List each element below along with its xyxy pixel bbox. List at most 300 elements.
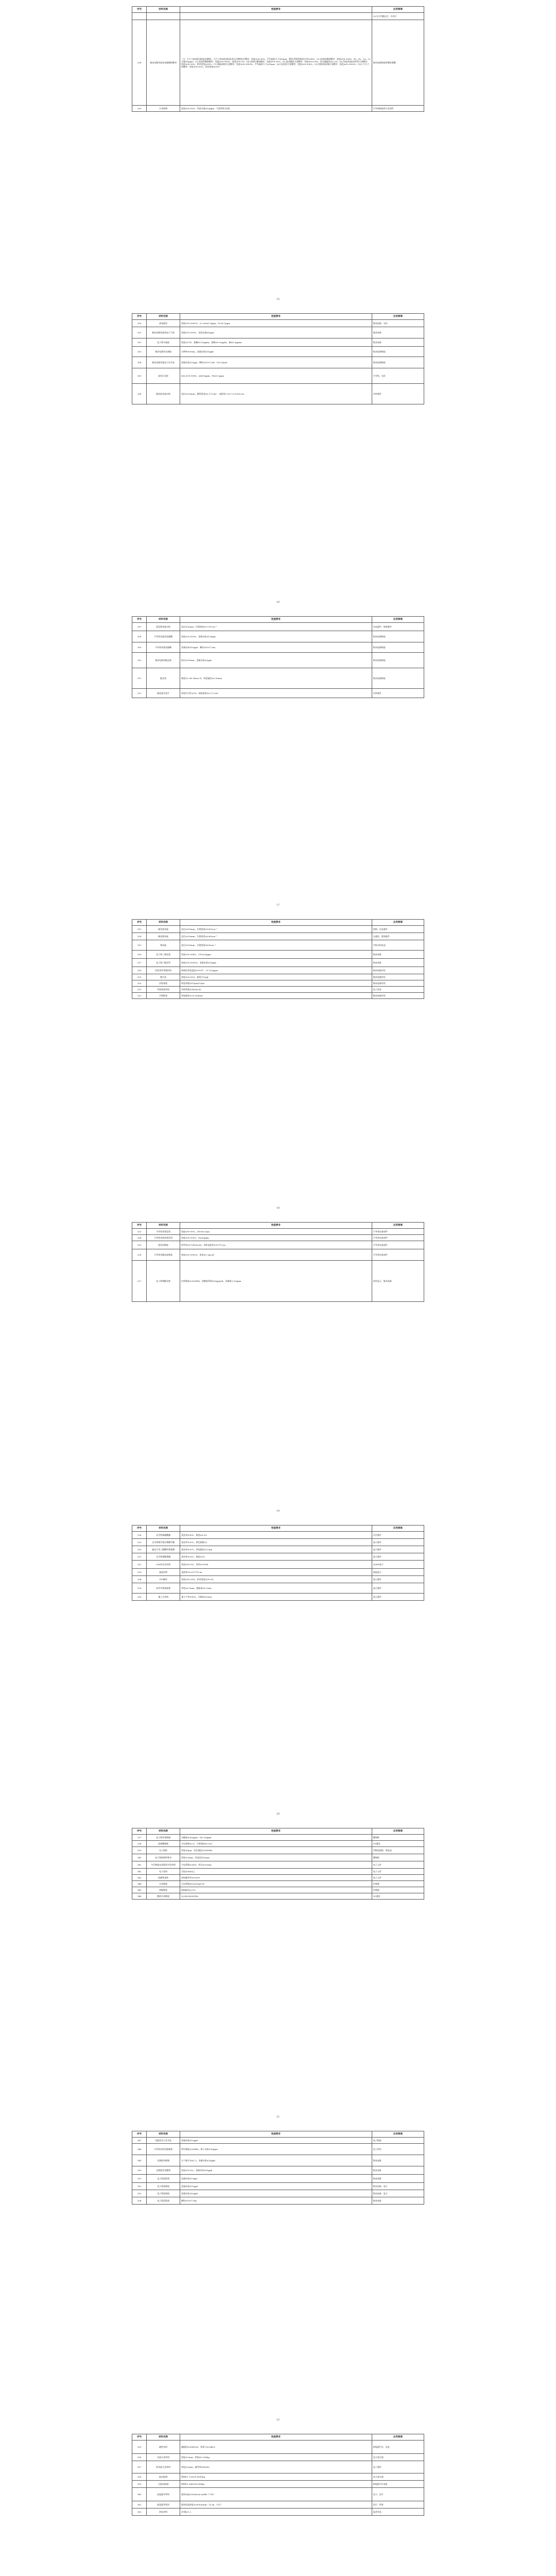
cell-spec: 金属杂质≤10ppb [180, 2190, 372, 2197]
cell-spec: 厚度≤20μm，单丝直径≤5μm [180, 1854, 372, 1861]
cell-name: 半导体用碳化硅陶瓷 [147, 1249, 180, 1261]
col-header-spec: 性能要求 [180, 617, 372, 623]
cell-spec: 分子量分布≤1.5，金属杂质≤10ppb [180, 2155, 372, 2166]
cell-spec: 纯度≥99.999%，杂质总量≤1ppm [180, 327, 372, 338]
cell-no: 348 [132, 2144, 147, 2155]
table-row [132, 1539, 424, 1546]
cell-app: 集成电路 [372, 959, 424, 967]
cell-name: 电子级三氟化氮 [147, 951, 180, 959]
spec-table [132, 6, 424, 112]
cell-app: 光学器件 [372, 1532, 424, 1539]
cell-name: 非晶合金带材 [147, 2454, 180, 2461]
cell-name: 集成电路用高纯电子气体 [147, 327, 180, 338]
cell-no: 318 [132, 967, 147, 974]
table-row [132, 1887, 424, 1893]
table-row [132, 1861, 424, 1869]
table-row [132, 2166, 424, 2175]
col-header-app: 应用领域 [372, 1526, 424, 1532]
cell-name: 碳化硅外延片 [147, 689, 180, 698]
cell-spec: （1）大尺寸高纯钽/铜/钴/铝靶材、大尺寸高纯钽/铜/钴/铝合金靶材/钌靶材，纯度≥99.99%，平均晶粒尺寸≤50μm，靶材/背板焊接结合率≥98%；(2) 高纯钴溅射靶材：纯度≥99.999%，Fe、Ni、Cu、Cr含量≤1ppm；(3) 高纯钨溅射靶材：纯度≥99.999%，密度≥99.5%；(4) 高纯钌溅射靶材：纯度≥99.95%；(5) 高纯镍铂合金靶材：纯度≥99.99%，铂含量偏差≤0.5%；(6) 钨硅/钼硅/钽铝等合金靶材：纯度≥99.99%，相对密度≥99%；(7) 铜锰/铜铝合金靶材：纯度≥99.9999%，平均晶粒尺寸≤30μm；(8) 钛/钛铝合金靶材：纯度≥99.995%；(9) 铝铜/铝硅铜合金靶材：纯度≥99.9995%；(10) 大尺寸钼靶材：纯度≥99.95%，相对密度≥99% [180, 20, 372, 106]
table-row [132, 1546, 424, 1553]
cell-no: 333 [132, 1569, 147, 1576]
cell-spec: B值偏差≤±1% [180, 1887, 372, 1893]
cell-app: 5G通信 [372, 1841, 424, 1847]
cell-spec: 透光率≥92%，黄色指数≤1 [180, 1539, 372, 1546]
cell-no: 355 [132, 2441, 147, 2454]
table-row [132, 967, 424, 974]
cell-spec: 厚度≤20μm，磁导率≥80000 [180, 2461, 372, 2473]
cell-spec: 直径≥150mm，微管密度≤0.5个/cm²，电阻率0.015~0.025Ω·cm [180, 384, 372, 404]
cell-no: 312 [132, 689, 147, 698]
cell-app: OLED显示 [372, 1561, 424, 1569]
cell-spec: 水解氯≤200ppm，Na⁺≤5ppm [180, 1835, 372, 1841]
col-header-app: 应用领域 [372, 920, 424, 926]
col-header-app: 应用领域 [372, 2131, 424, 2138]
col-header-no: 序号 [132, 617, 147, 623]
col-header-no: 序号 [132, 1223, 147, 1229]
page-number: 22 [276, 2418, 280, 2421]
table-row [132, 974, 424, 980]
cell-app: 半导体设备部件 [372, 1249, 424, 1261]
cell-app: 空间太阳电池 [372, 940, 424, 951]
table-row [132, 689, 424, 698]
cell-spec: 纯度≥99.99%，相对密度≥99.5% [180, 1576, 372, 1583]
cell-no: 301 [132, 327, 147, 338]
cell-name: 热敏陶瓷 [147, 1887, 180, 1893]
cell-name: 功能性电子化学品 [147, 2138, 180, 2144]
cell-name: 量子点材料 [147, 1594, 180, 1601]
cell-app: 柔性显示、集成电路 [372, 1261, 424, 1302]
table-row [132, 1875, 424, 1881]
cell-spec: 纯度≥99.99%，D50≤0.5μm [180, 1229, 372, 1235]
cell-name: 电子浆料 [147, 1869, 180, 1875]
cell-no: 298 [132, 20, 147, 106]
cell-spec: 直径≥150mm，位错密度≤1000cm⁻² [180, 926, 372, 933]
col-header-spec: 性能要求 [180, 1526, 372, 1532]
cell-spec: 直径≥150mm，位错密度≤500cm⁻² [180, 940, 372, 951]
cell-app: 电子元件 [372, 1869, 424, 1875]
cell-spec: 线宽/线距≤15μm/15μm [180, 980, 372, 987]
cell-spec: 拉伸强度≥200MPa，热膨胀系数≤10ppm/K，金属离子≤1ppm [180, 1261, 372, 1302]
cell-app: 集成电路封装 [372, 974, 424, 980]
cell-no: 338 [132, 1841, 147, 1847]
table-header-row [132, 1223, 424, 1229]
cell-no: 323 [132, 1229, 147, 1235]
table-row [132, 2183, 424, 2190]
cell-no: 303 [132, 347, 147, 357]
col-header-no: 序号 [132, 314, 147, 320]
cell-spec: 纯度≥99.99%，断裂力≥5gf [180, 974, 372, 980]
cell-app: 液晶显示 [372, 1569, 424, 1576]
table-row [132, 1841, 424, 1847]
cell-spec: 金属杂质≤10ppb [180, 2183, 372, 2190]
cell-spec: 直径≥50mm，位错密度≤1×10⁶cm⁻² [180, 623, 372, 631]
cell-app: 温差发电 [372, 2509, 424, 2516]
cell-spec: 纯度≥99.9%，金属杂质≤50ppb [180, 2166, 372, 2175]
spec-table [132, 1525, 424, 1601]
cell-app: 显示器件 [372, 1553, 424, 1561]
cell-no: 327 [132, 1261, 147, 1302]
cell-no: 304 [132, 357, 147, 368]
table-row [132, 1835, 424, 1841]
cell-name: 氮化铝陶瓷 [147, 1241, 180, 1249]
cell-app: 覆铜板 [372, 1854, 424, 1861]
cell-app: 集成电路 [372, 2197, 424, 2205]
cell-name: 磁性材料 [147, 2441, 180, 2454]
cell-no [132, 13, 147, 20]
page-number: 21 [276, 2115, 280, 2119]
cell-name: 光学级聚碳酸酯 [147, 1532, 180, 1539]
cell-spec: 粒径≤100nm，金属杂质≤1ppb [180, 653, 372, 668]
cell-no: 337 [132, 1835, 147, 1841]
cell-spec: 厚度≤25μm，铁损≤0.2W/kg [180, 2454, 372, 2461]
col-header-name: 材料名称 [147, 2131, 180, 2138]
col-header-app: 应用领域 [372, 617, 424, 623]
cell-name: 软磁铁氧体 [147, 1875, 180, 1881]
table-row [132, 1576, 424, 1583]
col-header-name: 材料名称 [147, 1828, 180, 1835]
table-row [132, 653, 424, 668]
cell-app: 显示器件 [372, 1583, 424, 1594]
col-header-spec: 性能要求 [180, 920, 372, 926]
cell-app: 集成电路 [372, 951, 424, 959]
col-header-spec: 性能要求 [180, 2434, 372, 2441]
table-row [132, 2488, 424, 2501]
cell-name: 半导体用高纯硫酸 [147, 642, 180, 653]
cell-no: 351 [132, 2175, 147, 2183]
cell-app: 集成电路封装 [372, 993, 424, 999]
cell-app: 电子元件 [372, 1875, 424, 1881]
cell-no: 320 [132, 980, 147, 987]
cell-spec: 纯度≥99.999%，Na≤5ppm [180, 1235, 372, 1241]
cell-app: 5G通信 [372, 1893, 424, 1900]
spec-table [132, 2434, 424, 2516]
cell-app: 集成电路制造 [372, 653, 424, 668]
cell-name: 抛光垫 [147, 668, 180, 689]
cell-no: 310 [132, 653, 147, 668]
cell-no: 316 [132, 951, 147, 959]
cell-app: 集成电路制造 [372, 631, 424, 642]
cell-app: 电力变压器 [372, 2473, 424, 2481]
cell-no: 339 [132, 1847, 147, 1854]
table-row [132, 320, 424, 327]
cell-app: 半导体设备部件 [372, 1235, 424, 1241]
table-row [132, 993, 424, 999]
cell-name: 电子级玻璃纤维布 [147, 1854, 180, 1861]
cell-no: 314 [132, 933, 147, 940]
cell-no: 360 [132, 2488, 147, 2501]
cell-app: 集成电路制造 [372, 642, 424, 653]
cell-app: 集成电路 [372, 338, 424, 347]
table-row [132, 631, 424, 642]
cell-name: 电子级六氟化钨 [147, 959, 180, 967]
col-header-app: 应用领域 [372, 1223, 424, 1229]
cell-spec: 金属杂质≤10ppt [180, 2175, 372, 2183]
cell-no: 354 [132, 2197, 147, 2205]
cell-app: 电子封装 [372, 987, 424, 993]
cell-spec: 纯度≥99.9999%，金属杂质≤10ppb [180, 959, 372, 967]
cell-spec: 透光率≥90%，雾度≤0.5% [180, 1532, 372, 1539]
cell-spec: ZT值≥1.2 [180, 2509, 372, 2516]
cell-app: 新能源汽车、风电 [372, 2441, 424, 2454]
col-header-no: 序号 [132, 1828, 147, 1835]
table-row [132, 623, 424, 631]
cell-spec: 透光率≥91%，雾度≤1% [180, 1553, 372, 1561]
table-row [132, 368, 424, 384]
table-row [132, 2454, 424, 2461]
cell-no: 346 [132, 1893, 147, 1900]
table-row [132, 1561, 424, 1569]
col-header-no: 序号 [132, 2434, 147, 2441]
cell-spec: 厚度偏差≤±0.005mm [180, 993, 372, 999]
cell-app: 集成电路 [372, 2175, 424, 2183]
page-number: 17 [276, 904, 280, 907]
cell-name: 半导体封装用胶黏剂 [147, 2144, 180, 2155]
table-row [132, 1553, 424, 1561]
cell-spec: 临界电流密度≥3000A/mm²（4.2K，12T） [180, 2501, 372, 2509]
cell-no: 309 [132, 642, 147, 653]
cell-name: 集成电路用湿电子化学品 [147, 357, 180, 368]
cell-no: 358 [132, 2473, 147, 2481]
cell-name: 集成电路用高纯金属溅射靶材 [147, 20, 180, 106]
cell-app: 集成电路封装 [372, 967, 424, 974]
cell-spec: 纯度≥99.9999%，O₂+Ar≤0.1ppm，N₂≤0.1ppm [180, 320, 372, 327]
table-header-row [132, 920, 424, 926]
cell-name: 封装基板 [147, 980, 180, 987]
spec-table [132, 1828, 424, 1900]
cell-app: 18 英寸用抛光片、外延片 [372, 13, 424, 20]
cell-name: 集成电路用光刻胶 [147, 347, 180, 357]
col-header-no: 序号 [132, 2131, 147, 2138]
cell-app: 半导体设备部件 [372, 1241, 424, 1249]
cell-spec: 纯度≥99.9%，寿命≥1000h [180, 1561, 372, 1569]
col-header-spec: 性能要求 [180, 1223, 372, 1229]
table-row [132, 2138, 424, 2144]
spec-table [132, 313, 424, 404]
cell-no: 335 [132, 1583, 147, 1594]
cell-no: 345 [132, 1887, 147, 1893]
cell-name: 磷化铟单晶 [147, 933, 180, 940]
col-header-app: 应用领域 [372, 2434, 424, 2441]
table-row [132, 338, 424, 347]
cell-app: 集成电路、光伏 [372, 320, 424, 327]
col-header-name: 材料名称 [147, 617, 180, 623]
col-header-spec: 性能要求 [180, 1828, 372, 1835]
cell-no: 306 [132, 384, 147, 404]
table-row [132, 2197, 424, 2205]
cell-no: 332 [132, 1561, 147, 1569]
col-header-no: 序号 [132, 1526, 147, 1532]
cell-name: 导热界面材料 [147, 987, 180, 993]
table-row [132, 1583, 424, 1594]
cell-no: 322 [132, 993, 147, 999]
cell-spec: 金属杂质≤10ppt，颗粒≤100个/mL（≥0.05μm） [180, 357, 372, 368]
col-header-name: 材料名称 [147, 7, 180, 13]
table-row [132, 951, 424, 959]
table-row [132, 2144, 424, 2155]
table-row [132, 1532, 424, 1539]
cell-no: 340 [132, 1854, 147, 1861]
cell-app: 传感器 [372, 1887, 424, 1893]
cell-no: 308 [132, 631, 147, 642]
cell-no: 307 [132, 623, 147, 631]
cell-name: 光学级聚甲基丙烯酸甲酯 [147, 1539, 180, 1546]
cell-name: 高纯硅烷 [147, 320, 180, 327]
cell-app: 电力变压器 [372, 2454, 424, 2461]
cell-name: 高纯石英砂 [147, 368, 180, 384]
cell-no: 326 [132, 1249, 147, 1261]
table-row [132, 1869, 424, 1875]
cell-name: 集成电路用抛光液 [147, 653, 180, 668]
cell-app: 显示器件 [372, 1546, 424, 1553]
cell-spec: 电阻率≥1×10¹³Ω·cm [180, 1569, 372, 1576]
cell-no: 325 [132, 1241, 147, 1249]
table-row [132, 2155, 424, 2166]
cell-app: 显示器件 [372, 1576, 424, 1583]
cell-app: 显示器件 [372, 1594, 424, 1601]
cell-spec: 热导率≥170W/(m·K)，体积电阻率≥10¹⁴Ω·cm [180, 1241, 372, 1249]
table-row [132, 13, 424, 20]
cell-no: 356 [132, 2454, 147, 2461]
table-row [132, 327, 424, 338]
cell-name: OLED发光材料 [147, 1561, 180, 1569]
table-row [132, 642, 424, 653]
cell-name: 锗单晶 [147, 940, 180, 951]
table-row [132, 1847, 424, 1854]
table-header-row [132, 2434, 424, 2441]
page-number: 15 [276, 298, 280, 301]
cell-app: 功率器件 [372, 384, 424, 404]
cell-no: 350 [132, 2166, 147, 2175]
table-row [132, 668, 424, 689]
cell-name: 半导体用氧化锆 [147, 1229, 180, 1235]
cell-no: 321 [132, 987, 147, 993]
cell-spec: 介电常数≤3.5，介质损耗≤0.002 [180, 1841, 372, 1847]
cell-no: 334 [132, 1576, 147, 1583]
table-header-row [132, 1526, 424, 1532]
page-number: 16 [276, 601, 280, 604]
cell-name: 高世代玻璃基板 [147, 1583, 180, 1594]
cell-name: 高温超导带材 [147, 2488, 180, 2501]
spec-table [132, 1222, 424, 1302]
cell-no: 329 [132, 1539, 147, 1546]
cell-app: 光电器件、射频器件 [372, 623, 424, 631]
cell-spec: 磁能积≥50MGOe，矫顽力≥20kOe [180, 2441, 372, 2454]
table-row [132, 1854, 424, 1861]
cell-name: 多层陶瓷电容器用介质材料 [147, 1861, 180, 1869]
col-header-spec: 性能要求 [180, 314, 372, 320]
col-header-name: 材料名称 [147, 920, 180, 926]
table-row [132, 1569, 424, 1576]
table-row [132, 2509, 424, 2516]
table-row [132, 2441, 424, 2454]
cell-no: 299 [132, 106, 147, 112]
cell-no: 352 [132, 2183, 147, 2190]
cell-no: 324 [132, 1235, 147, 1241]
cell-app: 功率器件 [372, 689, 424, 698]
cell-name: 光刻胶用树脂 [147, 2155, 180, 2166]
cell-no: 342 [132, 1869, 147, 1875]
cell-no: 302 [132, 338, 147, 347]
cell-no: 341 [132, 1861, 147, 1869]
cell-no: 362 [132, 2509, 147, 2516]
table-row [132, 926, 424, 933]
table-row [132, 1881, 424, 1887]
cell-no: 349 [132, 2155, 147, 2166]
cell-name: 电子铜箔 [147, 1847, 180, 1854]
cell-app: 半导体制造用石英部件 [372, 106, 424, 112]
table-header-row [132, 2131, 424, 2138]
cell-spec: 纯度≥99.996%，CF₄≤20ppm [180, 951, 372, 959]
cell-name: 低温超导线材 [147, 2501, 180, 2509]
cell-name: 砷化镓单晶 [147, 926, 180, 933]
cell-name: 光学级聚酯薄膜 [147, 1553, 180, 1561]
cell-spec: 金属杂质≤10ppb [180, 2138, 372, 2144]
cell-no: 317 [132, 959, 147, 967]
table-row [132, 2473, 424, 2481]
table-row [132, 980, 424, 987]
cell-name: 微波介质陶瓷 [147, 1893, 180, 1900]
cell-spec: 直径≥100mm，位错密度≤5000cm⁻² [180, 933, 372, 940]
cell-name: 取向硅钢 [147, 2473, 180, 2481]
cell-name: 液晶材料 [147, 1569, 180, 1576]
cell-spec: 纯度≥99.99%，羟基含量≤10ppm，气泡等级为0级 [180, 106, 372, 112]
table-row [132, 2481, 424, 2488]
cell-name: 氮化镓单晶衬底 [147, 623, 180, 631]
cell-spec: SiO₂≥99.998%，Al≤10ppm，Fe≤0.3ppm [180, 368, 372, 384]
table-row [132, 933, 424, 940]
cell-app: 电子封装 [372, 2144, 424, 2155]
cell-app: 光通信、射频器件 [372, 933, 424, 940]
cell-name [147, 13, 180, 20]
cell-no: 336 [132, 1594, 147, 1601]
cell-app: 集成电路、显示 [372, 2183, 424, 2190]
table-row [132, 20, 424, 106]
cell-app: 电子器件 [372, 2461, 424, 2473]
table-header-row [132, 7, 424, 13]
cell-name: 光刻胶用光酸剂 [147, 2166, 180, 2175]
cell-spec: 纯度≥11N，基硼≤0.02ppba，基磷≤0.02ppba，碳≤0.3ppma [180, 338, 372, 347]
col-header-app: 应用领域 [372, 314, 424, 320]
cell-no: 331 [132, 1553, 147, 1561]
cell-name: 碳化硅单晶衬底 [147, 384, 180, 404]
cell-spec: 剪切强度≥20MPa，离子杂质≤10ppm [180, 2144, 372, 2155]
col-header-name: 材料名称 [147, 1223, 180, 1229]
cell-name: 电子级蚀刻液 [147, 2190, 180, 2197]
cell-app: 半导体、光伏 [372, 368, 424, 384]
col-header-name: 材料名称 [147, 314, 180, 320]
cell-name: 电子级显影液 [147, 2175, 180, 2183]
page-number: 19 [276, 1510, 280, 1513]
spec-table [132, 919, 424, 999]
table-row [132, 2501, 424, 2509]
table-row [132, 987, 424, 993]
cell-spec: 分辨率≤90nm，金属杂质≤10ppb [180, 347, 372, 357]
cell-spec: 透光率≥92%，厚度偏差≤±2μm [180, 1546, 372, 1553]
cell-app: 集成电路 [372, 2155, 424, 2166]
cell-spec: 量子产率≥90%，半峰宽≤30nm [180, 1594, 372, 1601]
cell-name: 电子级剥离液 [147, 2183, 180, 2190]
table-header-row [132, 1828, 424, 1835]
table-row [132, 2190, 424, 2197]
cell-app: 覆铜板 [372, 1835, 424, 1841]
cell-name: 无取向硅钢 [147, 2481, 180, 2488]
cell-no: 330 [132, 1546, 147, 1553]
cell-name: 高频覆铜板 [147, 1841, 180, 1847]
table-row [132, 959, 424, 967]
cell-name: 电子级多晶硅 [147, 338, 180, 347]
cell-app: 电子制造 [372, 2138, 424, 2144]
